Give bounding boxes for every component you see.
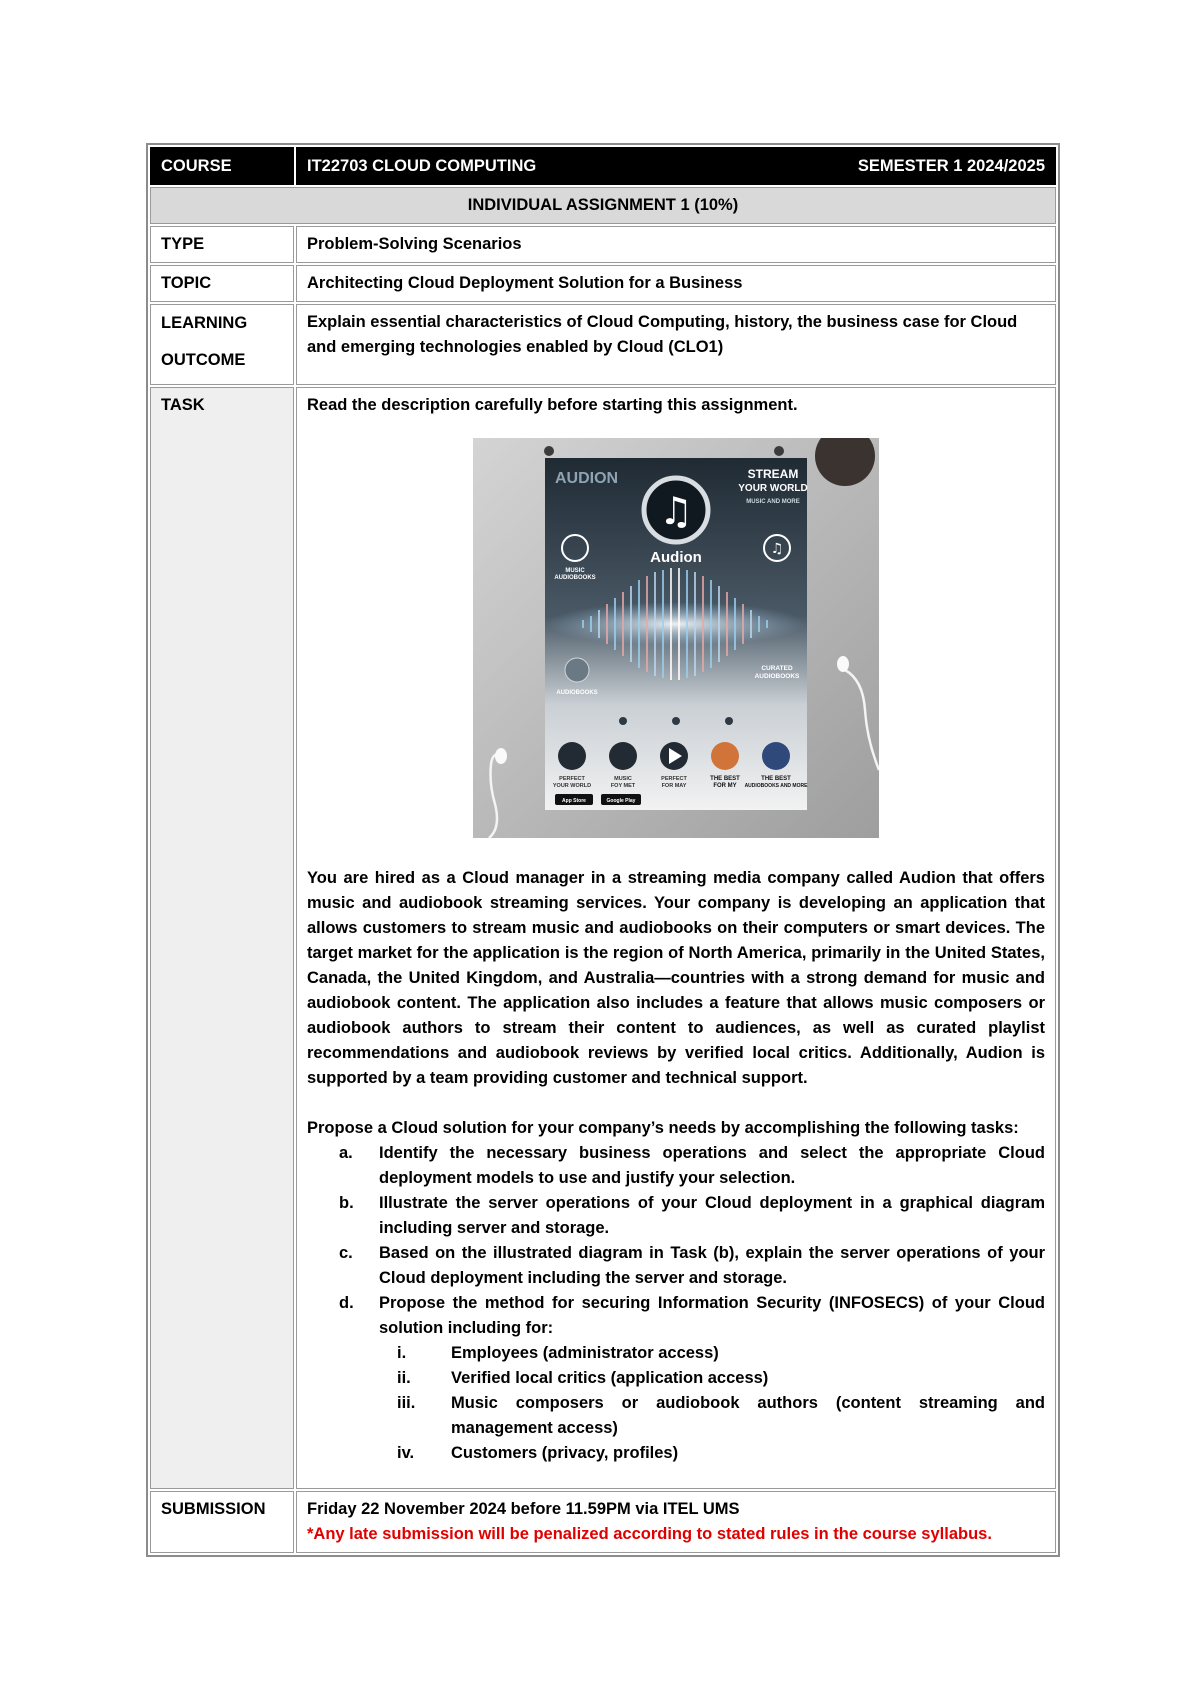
subitem-text: Music composers or audiobook authors (content streaming and management access) (451, 1394, 1045, 1437)
pin-left-icon (544, 446, 554, 456)
task-item-marker: a. (339, 1144, 353, 1162)
poster-logo-name: Audion (650, 549, 702, 566)
task-item-text: Illustrate the server operations of your Cloud deployment in a graphical diagram including server and storage. (379, 1194, 1045, 1237)
submission-content (296, 1491, 1056, 1553)
headphones-glyph-icon: ♫ (770, 541, 784, 557)
subitem-marker: iv. (397, 1444, 415, 1462)
infosec-sublist (379, 1341, 1045, 1466)
music-note-glyph-icon: ♫ (658, 489, 694, 533)
subitem-text: Customers (privacy, profiles) (451, 1444, 679, 1462)
tile-4-caption-1: THE BEST (710, 776, 740, 782)
assignment-table (148, 145, 1058, 1555)
header-row (150, 147, 1056, 185)
tile-3-caption-1: PERFECT (661, 776, 687, 782)
course-value: IT22703 CLOUD COMPUTING (307, 156, 537, 175)
task-item-text: Identify the necessary business operations and select the appropriate Cloud deployment models to use and justify your selection. (379, 1144, 1045, 1187)
task-propose: Propose a Cloud solution for your company’s needs by accomplishing the following tasks: (307, 1119, 1019, 1137)
task-item-marker: b. (339, 1194, 354, 1212)
task-list (307, 1141, 1045, 1466)
poster-left-caption-1: MUSIC (565, 568, 585, 574)
assignment-title: INDIVIDUAL ASSIGNMENT 1 (10%) (150, 187, 1056, 224)
learning-outcome-label (150, 304, 294, 385)
task-item-a (307, 1141, 1045, 1191)
task-item-text (379, 1291, 1045, 1466)
course-cell (296, 147, 1056, 185)
task-item-marker: d. (339, 1294, 354, 1312)
learning-outcome-value: Explain essential characteristics of Cloud Computing, history, the business case for Cloud and emerging technologies enabled by Cloud (CLO1) (296, 304, 1056, 385)
poster-left-caption-2: AUDIOBOOKS (554, 575, 596, 581)
tile-4-icon (711, 742, 739, 770)
learning-outcome-label-line1: LEARNING (161, 314, 248, 332)
poster-brand: AUDION (555, 470, 619, 487)
type-row (150, 226, 1056, 263)
subitem-text: Verified local critics (application access) (451, 1369, 769, 1387)
tile-5-icon (762, 742, 790, 770)
task-item-d (307, 1291, 1045, 1466)
earphone-right-icon (837, 656, 849, 672)
type-value: Problem-Solving Scenarios (296, 226, 1056, 263)
tile-2-icon (609, 742, 637, 770)
poster-headline-3: MUSIC AND MORE (746, 499, 800, 505)
task-intro: Read the description carefully before starting this assignment. (307, 396, 798, 414)
subitem-marker: ii. (397, 1369, 411, 1387)
submission-row (150, 1491, 1056, 1553)
app-store-label: App Store (562, 798, 586, 804)
pin-right-icon (774, 446, 784, 456)
task-label: TASK (150, 387, 294, 1489)
late-submission-note: *Any late submission will be penalized according to stated rules in the course syllabus. (307, 1525, 992, 1543)
google-play-label: Google Play (606, 798, 636, 804)
task-item-b (307, 1191, 1045, 1241)
type-label: TYPE (150, 226, 294, 263)
submission-deadline: Friday 22 November 2024 before 11.59PM via ITEL UMS (307, 1500, 740, 1518)
course-label: COURSE (150, 147, 294, 185)
tile-1-caption-2: YOUR WORLD (552, 783, 592, 789)
topic-value: Architecting Cloud Deployment Solution for a Business (296, 265, 1056, 302)
topic-label: TOPIC (150, 265, 294, 302)
topic-row (150, 265, 1056, 302)
subitem-marker: i. (397, 1344, 407, 1362)
tile-2-caption-2: FOY MET (610, 783, 636, 789)
tile-1-icon (558, 742, 586, 770)
poster-right-caption-2: AUDIOBOOKS (754, 673, 800, 680)
audion-poster-image (473, 438, 879, 838)
subitem-marker: iii. (397, 1394, 416, 1412)
semester-value: SEMESTER 1 2024/2025 (857, 156, 1045, 175)
subitem-text: Employees (administrator access) (451, 1344, 719, 1362)
tile-4-caption-2: FOR MY (713, 783, 737, 789)
tile-1-caption-1: PERFECT (559, 776, 585, 782)
poster-headline-2: YOUR WORLD (738, 483, 808, 494)
poster-headline-1: STREAM (747, 467, 799, 481)
tile-3-caption-2: FOR MAY (661, 783, 687, 789)
poster-left-caption-3: AUDIOBOOKS (556, 690, 598, 696)
audiobook-icon (565, 658, 589, 682)
poster-right-caption-1: CURATED (761, 665, 793, 672)
task-item-c (307, 1241, 1045, 1291)
task-content (296, 387, 1056, 1489)
title-row (150, 187, 1056, 224)
subitem-ii (379, 1366, 1045, 1391)
tile-2-caption-1: MUSIC (614, 776, 632, 782)
subitem-iii (379, 1391, 1045, 1441)
task-item-text: Based on the illustrated diagram in Task (b), explain the server operations of your Cloud deployment including the server and storage. (379, 1244, 1045, 1287)
subitem-i (379, 1341, 1045, 1366)
submission-label: SUBMISSION (150, 1491, 294, 1553)
task-row (150, 387, 1056, 1489)
learning-outcome-row (150, 304, 1056, 385)
poster-figure (307, 438, 1045, 846)
tile-5-caption-1: THE BEST (761, 776, 791, 782)
task-item-marker: c. (339, 1244, 353, 1262)
earphone-left-icon (495, 748, 507, 764)
task-description: You are hired as a Cloud manager in a streaming media company called Audion that offers music and audiobook streaming services. Your company is developing an application that allows customers to stream music and audiobooks on their computers or smart devices. The target market for the application is the region of North America, primarily in the United States, Canada, the United Kingdom, and Australia—countries with a strong demand for music and audiobook content. The application also includes a feature that allows music composers or audiobook authors to stream their content to audiences, as well as curated playlist recommendations and audiobook reviews by verified local critics. Additionally, Audion is supported by a team providing customer and technical support. (307, 869, 1045, 1087)
learning-outcome-label-line2: OUTCOME (161, 351, 246, 369)
subitem-iv (379, 1441, 1045, 1466)
task-item-d-text: Propose the method for securing Information Security (INFOSECS) of your Cloud solution including for: (379, 1294, 1045, 1337)
tile-5-caption-2: AUDIOBOOKS AND MORE (744, 783, 808, 789)
assignment-sheet (146, 143, 1060, 1557)
